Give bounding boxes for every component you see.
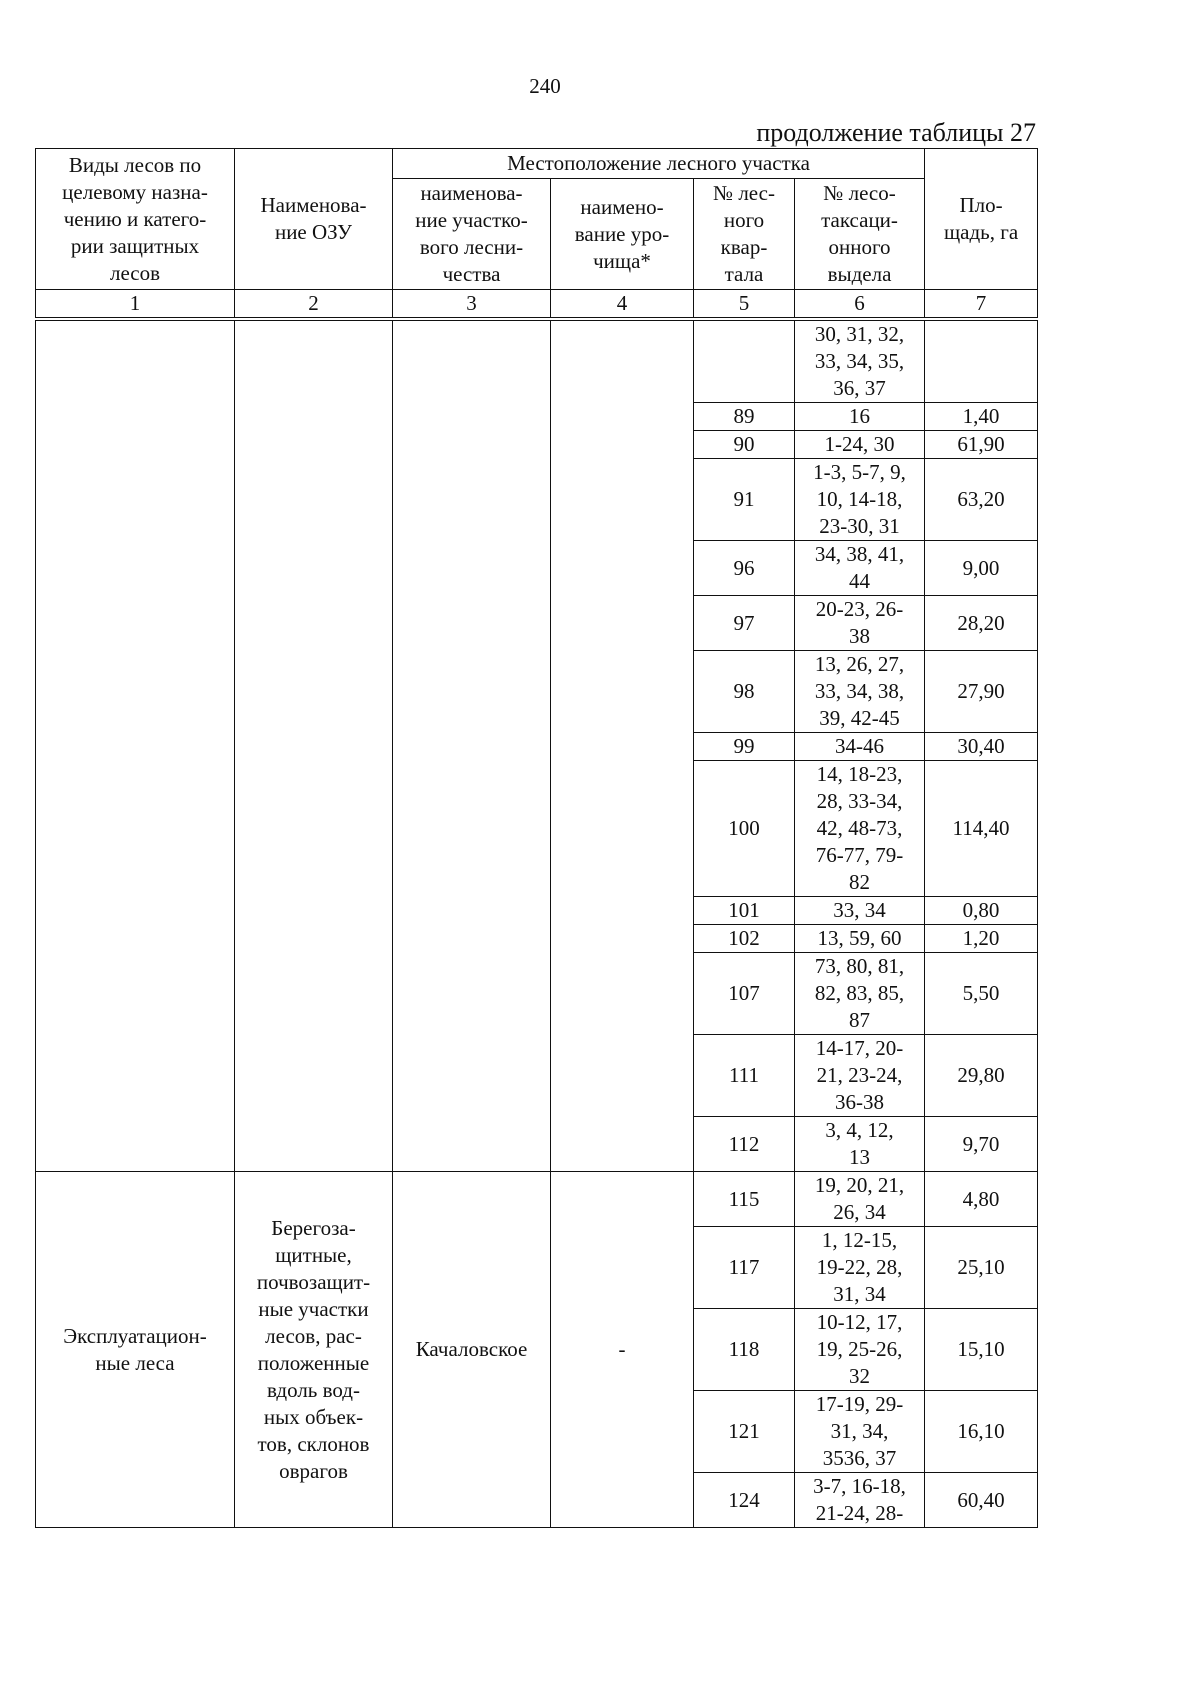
column-number: 2: [235, 290, 393, 320]
forest-type-cell: Эксплуатацион- ные леса: [36, 1172, 235, 1528]
vydel-cell: 14, 18-23, 28, 33-34, 42, 48-73, 76-77, 79- 82: [795, 761, 925, 897]
lesnichestvo-cell: Качаловское: [393, 1172, 551, 1528]
ozu-name-cell: Берегоза- щитные, почвозащит- ные участки лесов, рас- положенные вдоль вод- ных объек- тов, склонов оврагов: [235, 1172, 393, 1528]
kvartal-cell: [694, 319, 795, 403]
kvartal-cell: 99: [694, 733, 795, 761]
kvartal-cell: 102: [694, 925, 795, 953]
vydel-cell: 3-7, 16-18, 21-24, 28-: [795, 1473, 925, 1528]
area-cell: [925, 319, 1038, 403]
vydel-cell: 1-24, 30: [795, 431, 925, 459]
header-urochishche: наимено- вание уро- чища*: [551, 179, 694, 290]
area-cell: 63,20: [925, 459, 1038, 541]
area-cell: 5,50: [925, 953, 1038, 1035]
vydel-cell: 17-19, 29- 31, 34, 3536, 37: [795, 1391, 925, 1473]
kvartal-cell: 97: [694, 596, 795, 651]
vydel-cell: 10-12, 17, 19, 25-26, 32: [795, 1309, 925, 1391]
vydel-cell: 73, 80, 81, 82, 83, 85, 87: [795, 953, 925, 1035]
area-cell: 30,40: [925, 733, 1038, 761]
table-continuation-label: продолжение таблицы 27: [756, 118, 1036, 147]
area-cell: 1,20: [925, 925, 1038, 953]
column-number-row: [36, 290, 1038, 320]
header-row-1: [36, 149, 1038, 179]
column-number: 4: [551, 290, 694, 320]
area-cell: 114,40: [925, 761, 1038, 897]
kvartal-cell: 90: [694, 431, 795, 459]
area-cell: 27,90: [925, 651, 1038, 733]
area-cell: 4,80: [925, 1172, 1038, 1227]
column-number: 5: [694, 290, 795, 320]
vydel-cell: 13, 59, 60: [795, 925, 925, 953]
kvartal-cell: 118: [694, 1309, 795, 1391]
empty-cell: [551, 319, 694, 1172]
kvartal-cell: 124: [694, 1473, 795, 1528]
table-row: [36, 1172, 1038, 1227]
column-number: 6: [795, 290, 925, 320]
header-forest-type: Виды лесов по целевому назна- чению и катего- рии защитных лесов: [36, 149, 235, 290]
area-cell: 25,10: [925, 1227, 1038, 1309]
vydel-cell: 33, 34: [795, 897, 925, 925]
urochishche-cell: -: [551, 1172, 694, 1528]
vydel-cell: 20-23, 26- 38: [795, 596, 925, 651]
header-vydel: № лесо- таксаци- онного выдела: [795, 179, 925, 290]
empty-cell: [36, 319, 235, 1172]
vydel-cell: 34-46: [795, 733, 925, 761]
header-area: Пло- щадь, га: [925, 149, 1038, 290]
vydel-cell: 13, 26, 27, 33, 34, 38, 39, 42-45: [795, 651, 925, 733]
kvartal-cell: 107: [694, 953, 795, 1035]
vydel-cell: 19, 20, 21, 26, 34: [795, 1172, 925, 1227]
column-number: 3: [393, 290, 551, 320]
area-cell: 60,40: [925, 1473, 1038, 1528]
area-cell: 9,00: [925, 541, 1038, 596]
header-ozu-name: Наименова- ние ОЗУ: [235, 149, 393, 290]
area-cell: 16,10: [925, 1391, 1038, 1473]
area-cell: 9,70: [925, 1117, 1038, 1172]
kvartal-cell: 115: [694, 1172, 795, 1227]
area-cell: 15,10: [925, 1309, 1038, 1391]
vydel-cell: 14-17, 20- 21, 23-24, 36-38: [795, 1035, 925, 1117]
kvartal-cell: 98: [694, 651, 795, 733]
vydel-cell: 30, 31, 32, 33, 34, 35, 36, 37: [795, 319, 925, 403]
area-cell: 28,20: [925, 596, 1038, 651]
kvartal-cell: 121: [694, 1391, 795, 1473]
kvartal-cell: 112: [694, 1117, 795, 1172]
area-cell: 0,80: [925, 897, 1038, 925]
kvartal-cell: 91: [694, 459, 795, 541]
header-location-group: Местоположение лесного участка: [393, 149, 925, 179]
vydel-cell: 1, 12-15, 19-22, 28, 31, 34: [795, 1227, 925, 1309]
column-number: 7: [925, 290, 1038, 320]
vydel-cell: 16: [795, 403, 925, 431]
kvartal-cell: 111: [694, 1035, 795, 1117]
kvartal-cell: 101: [694, 897, 795, 925]
forest-table: [35, 148, 1038, 1528]
vydel-cell: 1-3, 5-7, 9, 10, 14-18, 23-30, 31: [795, 459, 925, 541]
area-cell: 29,80: [925, 1035, 1038, 1117]
header-lesnichestvo: наименова- ние участко- вого лесни- чества: [393, 179, 551, 290]
kvartal-cell: 117: [694, 1227, 795, 1309]
kvartal-cell: 96: [694, 541, 795, 596]
kvartal-cell: 100: [694, 761, 795, 897]
header-kvartal: № лес- ного квар- тала: [694, 179, 795, 290]
page-number: 240: [529, 74, 561, 98]
empty-cell: [235, 319, 393, 1172]
column-number: 1: [36, 290, 235, 320]
empty-cell: [393, 319, 551, 1172]
table-row: [36, 319, 1038, 403]
area-cell: 1,40: [925, 403, 1038, 431]
kvartal-cell: 89: [694, 403, 795, 431]
vydel-cell: 34, 38, 41, 44: [795, 541, 925, 596]
area-cell: 61,90: [925, 431, 1038, 459]
vydel-cell: 3, 4, 12, 13: [795, 1117, 925, 1172]
